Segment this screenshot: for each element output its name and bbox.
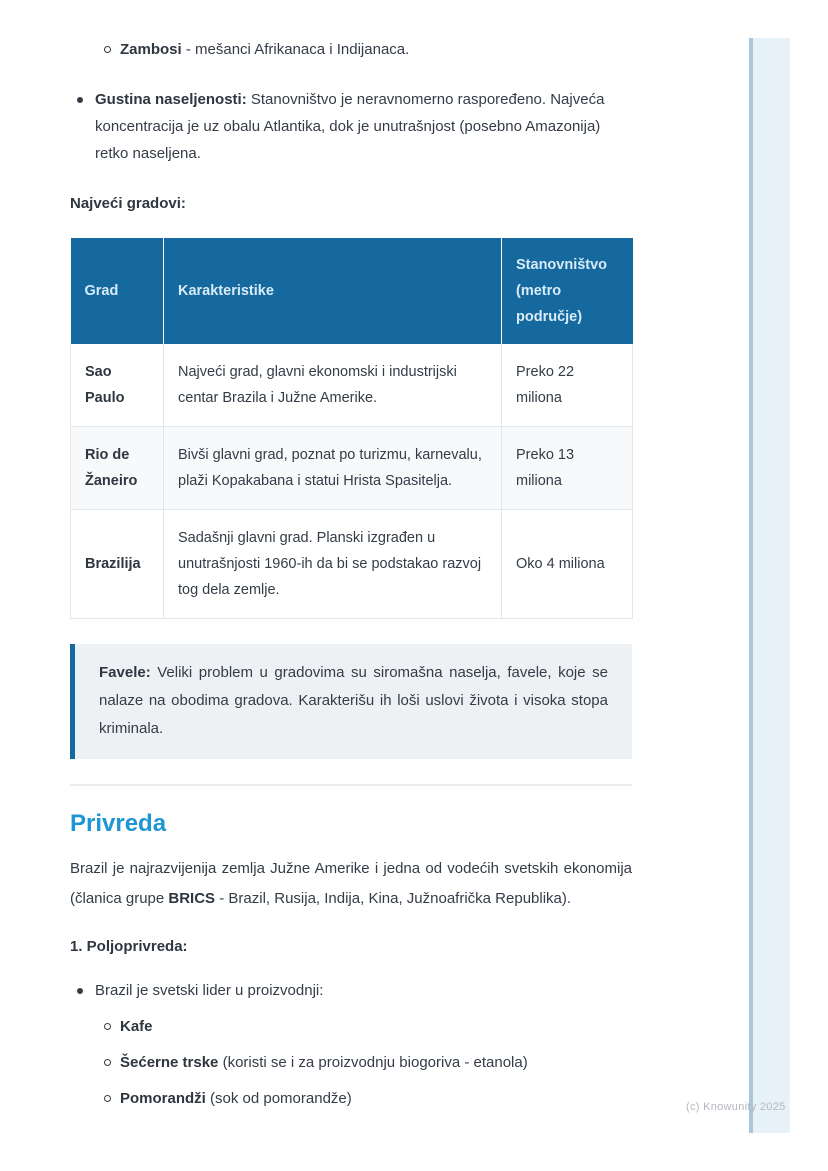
product-name: Šećerne trske [120,1054,219,1071]
intro-text-after: - Brazil, Rusija, Indija, Kina, Južnoafrička Republika). [215,890,572,907]
circle-bullet-icon [104,1013,120,1030]
disc-bullet-icon [70,86,95,103]
list-item-pomorandze [104,1085,632,1112]
circle-bullet-icon [104,1085,120,1102]
list-item-text [120,1049,632,1076]
cell-description: Bivši glavni grad, poznat po turizmu, karnevalu, plaži Kopakabana i statui Hrista Spasitelja. [164,427,502,510]
intro-text-before: Brazil je najrazvijenija zemlja Južne Amerike i jedna od vodećih svetskih ekonomija (članica grupe [70,860,632,907]
product-note: (koristi se i za proizvodnju biogoriva - etanola) [218,1054,528,1071]
cities-heading: Najveći gradovi: [70,195,186,212]
section-heading-privreda: Privreda [70,810,167,837]
cell-population: Preko 22 miliona [502,344,633,427]
circle-bullet-icon [104,36,120,53]
callout-text: Veliki problem u gradovima su siromašna naselja, favele, koje se nalaze na obodima gradova. Karakterišu ih loši uslovi života i visoka stopa kriminala. [99,664,608,737]
list-item-text [120,1085,632,1112]
agriculture-list [70,977,632,1112]
watermark-text: (c) Knowunity 2025 [686,1101,786,1113]
term-gustina-definition: Stanovništvo je neravnomerno raspoređeno. Najveća koncentracija je uz obalu Atlantika, dok je unutrašnjost (posebno Amazonija) retko naseljena. [95,91,605,162]
table-header-stanovnistvo: Stanovništvo (metro područje) [502,238,633,344]
table-row [71,344,633,427]
cell-population: Preko 13 miliona [502,427,633,510]
table-header-karakteristike: Karakteristike [164,238,502,344]
cell-city: Brazilija [71,510,164,619]
cities-table [70,238,633,619]
table-header-grad: Grad [71,238,164,344]
list-item-gustina [70,86,632,167]
scrollbar-track[interactable] [749,38,790,1133]
cell-city: Sao Paulo [71,344,164,427]
circle-bullet-icon [104,1049,120,1066]
brics-term: BRICS [168,890,216,907]
table-header-row [71,238,633,344]
table-row [71,510,633,619]
table-row [71,427,633,510]
list-item-lider [70,977,632,1004]
disc-bullet-icon [70,977,95,994]
cell-description: Sadašnji glavni grad. Planski izgrađen u unutrašnjosti 1960-ih da bi se podstakao razvoj tog dela zemlje. [164,510,502,619]
economy-intro-paragraph [70,854,632,914]
product-name: Pomorandži [120,1090,206,1107]
cell-population: Oko 4 miliona [502,510,633,619]
section-divider [70,784,632,786]
term-gustina: Gustina naseljenosti: [95,91,247,108]
list-item-text [120,1013,632,1040]
list-item-secerna-trska [104,1049,632,1076]
list-item-zambosi [104,36,632,63]
product-note: (sok od pomorandže) [205,1090,352,1107]
list-item-text: Brazil je svetski lider u proizvodnji: [95,982,324,999]
document-content [70,36,632,1112]
favele-callout [70,644,632,759]
cell-description: Najveći grad, glavni ekonomski i industrijski centar Brazila i Južne Amerike. [164,344,502,427]
list-item-text [120,36,632,63]
subheading-poljoprivreda: 1. Poljoprivreda: [70,938,188,955]
term-zambosi-definition: - mešanci Afrikanaca i Indijanaca. [181,41,410,58]
term-zambosi: Zambosi [120,41,182,58]
list-item-text [95,86,615,167]
list-item-kafe [104,1013,632,1040]
callout-lead: Favele: [99,664,151,681]
product-name: Kafe [120,1018,153,1035]
cell-city: Rio de Žaneiro [71,427,164,510]
